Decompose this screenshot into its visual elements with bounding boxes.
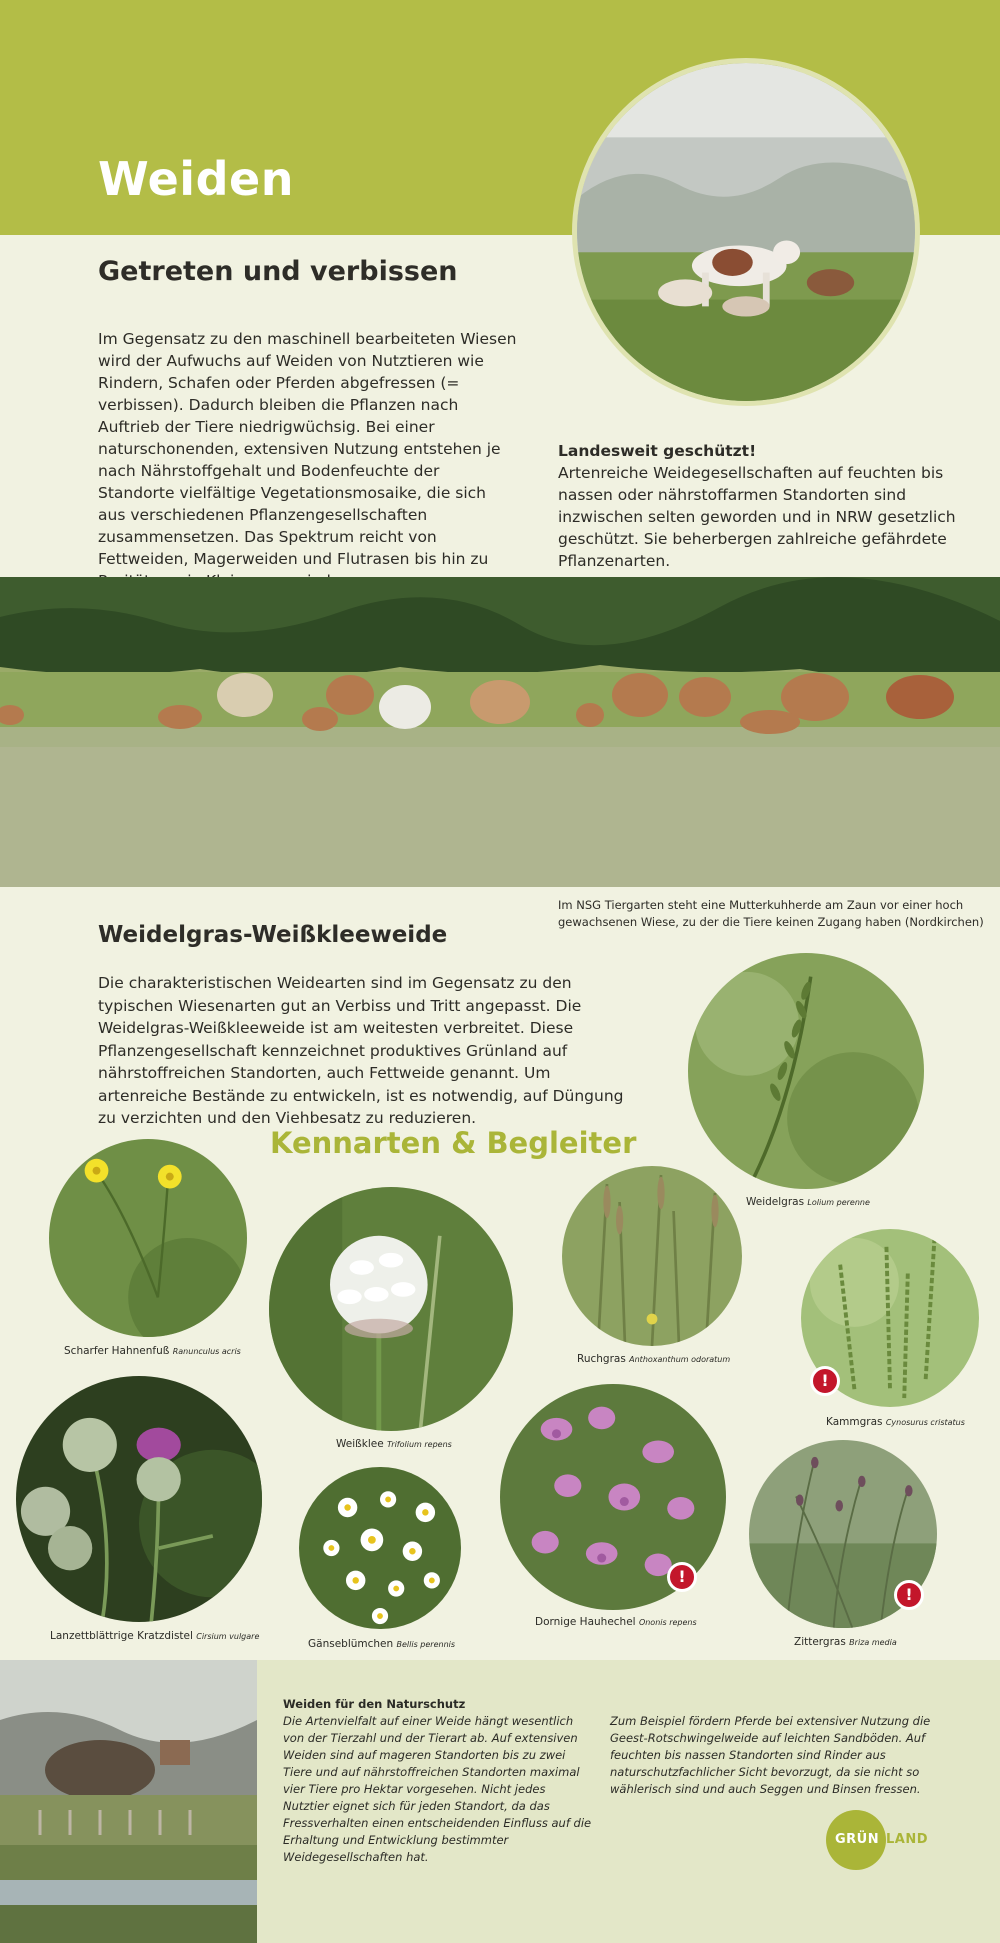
weidelgras-photo: [688, 953, 924, 1189]
weidelgras-latin: Lolium perenne: [807, 1198, 870, 1207]
zittergras-label: [794, 1636, 897, 1648]
kratzdistel-label: [50, 1630, 259, 1642]
endangered-warning-icon-zittergras: !: [894, 1580, 924, 1610]
kammgras-name: Kammgras: [826, 1416, 883, 1428]
hahnenfuss-name: Scharfer Hahnenfuß: [64, 1345, 170, 1357]
gruenland-logo: [826, 1810, 966, 1870]
nature-heading: Weiden für den Naturschutz: [283, 1697, 466, 1711]
protected-heading: Landesweit geschützt!: [558, 442, 757, 460]
ruchgras-photo: [562, 1166, 742, 1346]
logo-text-gruen: GRÜN: [835, 1832, 880, 1847]
kratzdistel-latin: Cirsium vulgare: [196, 1632, 260, 1641]
page-title: Weiden: [98, 152, 294, 206]
ruchgras-name: Ruchgras: [577, 1353, 626, 1365]
protected-info: [558, 440, 968, 572]
hauhechel-name: Dornige Hauhechel: [535, 1616, 636, 1628]
hahnenfuss-photo: [49, 1139, 247, 1337]
weidelgras-label: [746, 1196, 870, 1208]
gaensebluemchen-name: Gänseblümchen: [308, 1638, 394, 1650]
weissklee-latin: Trifolium repens: [387, 1440, 452, 1449]
panorama-caption: Im NSG Tiergarten steht eine Mutterkuhherde am Zaun vor einer hoch gewachsenen Wiese, zu der die Tiere keinen Zugang haben (Nordkirchen): [558, 898, 984, 929]
species-heading: Kennarten & Begleiter: [270, 1126, 637, 1160]
section-paragraph: Die charakteristischen Weidearten sind im Gegensatz zu den typischen Wiesenarten gut an Verbiss und Tritt angepasst. Die Weidelgras-Weißkleeweide ist am weitesten verbreitet. Diese Pflanzengesellschaft kennzeichnet produktives Grünland auf nährstoffreichen Standorten, auch Fettweide genannt. Um artenreiche Bestände zu entwickeln, ist es notwendig, auf Düngung zu verzichten und den Viehbesatz zu reduzieren.: [98, 974, 624, 1127]
kammgras-latin: Cynosurus cristatus: [885, 1418, 965, 1427]
hahnenfuss-label: [64, 1345, 241, 1357]
zittergras-latin: Briza media: [849, 1638, 897, 1647]
wet-pasture-photo: [0, 1660, 257, 1943]
cow-photo: [572, 58, 920, 406]
endangered-warning-icon-hauhechel: !: [667, 1562, 697, 1592]
endangered-warning-icon-kammgras: !: [810, 1366, 840, 1396]
kratzdistel-name: Lanzettblättrige Kratzdistel: [50, 1630, 193, 1642]
zittergras-name: Zittergras: [794, 1636, 846, 1648]
weidelgras-name: Weidelgras: [746, 1196, 805, 1208]
herd-panorama-photo: [0, 577, 1000, 887]
hahnenfuss-latin: Ranunculus acris: [172, 1347, 241, 1356]
ruchgras-label: [577, 1353, 730, 1365]
subtitle: Getreten und verbissen: [98, 256, 458, 287]
protected-text: Artenreiche Weidegesellschaften auf feuchten bis nassen oder nährstoffarmen Standorten sind inzwischen selten geworden und in NRW gesetzlich geschützt. Sie beherbergen zahlreiche gefährdete Pflanzenarten.: [558, 464, 956, 570]
hauhechel-label: [535, 1616, 697, 1628]
weissklee-name: Weißklee: [336, 1438, 384, 1450]
kratzdistel-photo: [16, 1376, 262, 1622]
weissklee-label: [336, 1438, 452, 1450]
section-title: Weidelgras-Weißkleeweide: [98, 922, 448, 948]
ruchgras-latin: Anthoxanthum odoratum: [629, 1355, 731, 1364]
gaensebluemchen-label: [308, 1638, 455, 1650]
kammgras-label: [826, 1416, 965, 1428]
gaensebluemchen-latin: Bellis perennis: [396, 1640, 456, 1649]
nature-text-left: Die Artenvielfalt auf einer Weide hängt wesentlich von der Tierzahl und der Tierart ab. Auf extensiven Weiden sind auf mageren Standorten bis zu zwei Tiere und auf nährstoffreichen Standorten maximal vier Tiere pro Hektar vorgesehen. Nicht jedes Nutztier eignet sich für jeden Standort, da das Fressverhalten einen entscheidenden Einfluss auf die Erhaltung und Entwicklung bestimmter Weidegesellschaften hat.: [283, 1714, 592, 1864]
nature-text-right: Zum Beispiel fördern Pferde bei extensiver Nutzung die Geest-Rotschwingelweide auf leichten Sandböden. Auf feuchten bis nassen Standorten sind Rinder aus naturschutzfachlicher Sicht bevorzugt, da sie nicht so wählerisch sind und auch Seggen und Binsen fressen.: [610, 1714, 931, 1796]
hauhechel-latin: Ononis repens: [638, 1618, 697, 1627]
intro-paragraph: Im Gegensatz zu den maschinell bearbeiteten Wiesen wird der Aufwuchs auf Weiden von Nutztieren wie Rindern, Schafen oder Pferden abgefressen (= verbissen). Dadurch bleiben die Pflanzen nach Auftrieb der Tiere niedrigwüchsig. Bei einer naturschonenden, extensiven Nutzung entstehen je nach Nährstoffgehalt und Bodenfeuchte der Standorte vielfältige Vegetationsmosaike, die sich aus verschiedenen Pflanzengesellschaften zusammensetzen. Das Spektrum reicht von Fettweiden, Magerweiden und Flutrasen bis hin zu: [98, 330, 517, 568]
gaensebluemchen-photo: [299, 1467, 461, 1629]
logo-text-land: LAND: [886, 1832, 929, 1847]
weissklee-photo: [269, 1187, 513, 1431]
